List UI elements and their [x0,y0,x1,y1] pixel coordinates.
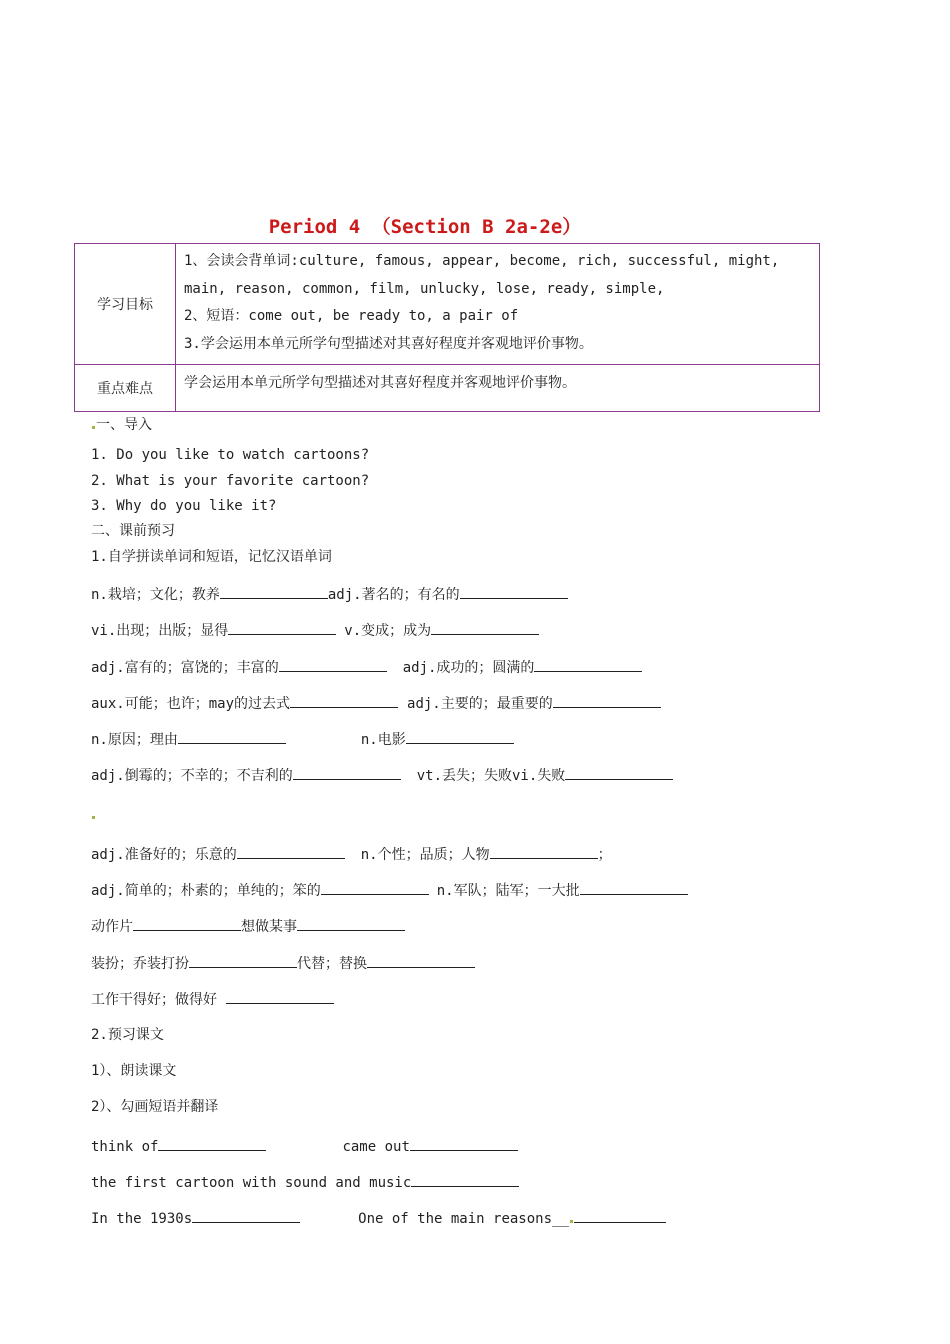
vocab-row: vi.出现；出版；显得 v.变成；成为 [91,620,539,640]
step-1: 1）、朗读课文 [91,1063,177,1079]
answer-blank[interactable] [228,620,336,635]
section2-heading: 二、课前预习 [91,523,175,539]
vocab-row: n.原因；理由 n.电影 [91,729,514,749]
answer-blank[interactable] [189,953,297,968]
answer-blank[interactable] [490,844,598,859]
phrase-row: the first cartoon with sound and music [91,1172,519,1192]
vocab-row: adj.倒霉的；不幸的；不吉利的 vt.丢失；失败vi.失败 [91,765,673,785]
objectives-line: 3.学会运用本单元所学句型描述对其喜好程度并客观地评价事物。 [184,335,593,352]
question-3: 3. Why do you like it? [91,498,277,514]
answer-blank[interactable] [297,916,405,931]
objectives-line: 1、会读会背单词:culture, famous, appear, become, rich, successful, might, [184,253,780,269]
section2-sub1: 1.自学拼读单词和短语，记忆汉语单词 [91,549,332,565]
answer-blank[interactable] [178,729,286,744]
keypoints-content: 学会运用本单元所学句型描述对其喜好程度并客观地评价事物。 [176,365,820,412]
answer-blank[interactable] [460,584,568,599]
vocab-row: aux.可能；也许；may的过去式 adj.主要的；最重要的 [91,693,661,713]
marker-dot [91,806,96,824]
answer-blank[interactable] [410,1136,518,1151]
section1-heading: 一、导入 [91,416,152,434]
section2-sub2: 2.预习课文 [91,1027,164,1043]
question-2: 2. What is your favorite cartoon? [91,473,370,489]
answer-blank[interactable] [158,1136,266,1151]
answer-blank[interactable] [279,657,387,672]
answer-blank[interactable] [580,880,688,895]
answer-blank[interactable] [534,657,642,672]
answer-blank[interactable] [553,693,661,708]
page-title: Period 4 （Section B 2a-2e） [268,216,582,238]
answer-blank[interactable] [411,1172,519,1187]
answer-blank[interactable] [293,765,401,780]
objectives-label: 学习目标 [75,244,176,365]
answer-blank[interactable] [192,1208,300,1223]
answer-blank[interactable] [133,916,241,931]
objectives-line: main, reason, common, film, unlucky, lose, ready, simple, [184,280,665,297]
keypoints-label: 重点难点 [75,365,176,412]
vocab-row: 装扮；乔装打扮 代替；替换 [91,953,475,973]
answer-blank[interactable] [226,989,334,1004]
answer-blank[interactable] [367,953,475,968]
phrase-row: think of came out [91,1136,518,1156]
answer-blank[interactable] [237,844,345,859]
answer-blank[interactable] [321,880,429,895]
answer-blank[interactable] [406,729,514,744]
vocab-row: adj.准备好的；乐意的 n.个性；品质；人物 ； [91,844,612,864]
step-2: 2）、勾画短语并翻译 [91,1099,219,1115]
objectives-line: 2、短语：come out, be ready to, a pair of [184,308,519,324]
answer-blank[interactable] [290,693,398,708]
question-1: 1. Do you like to watch cartoons? [91,447,370,463]
answer-blank[interactable] [431,620,539,635]
vocab-row: adj.简单的；朴素的；单纯的；笨的 n.军队；陆军；一大批 [91,880,688,900]
vocab-row: adj.富有的；富饶的；丰富的 adj.成功的；圆满的 [91,657,642,677]
vocab-row: 动作片 想做某事 [91,916,405,936]
answer-blank[interactable] [565,765,673,780]
objectives-table [74,243,820,412]
vocab-row: n.栽培；文化；教养 adj.著名的；有名的 [91,584,568,604]
phrase-row: In the 1930s One of the main reasons__ [91,1208,666,1228]
vocab-row: 工作干得好；做得好 [91,989,334,1009]
answer-blank[interactable] [574,1208,666,1223]
objectives-content [176,244,820,365]
answer-blank[interactable] [220,584,328,599]
